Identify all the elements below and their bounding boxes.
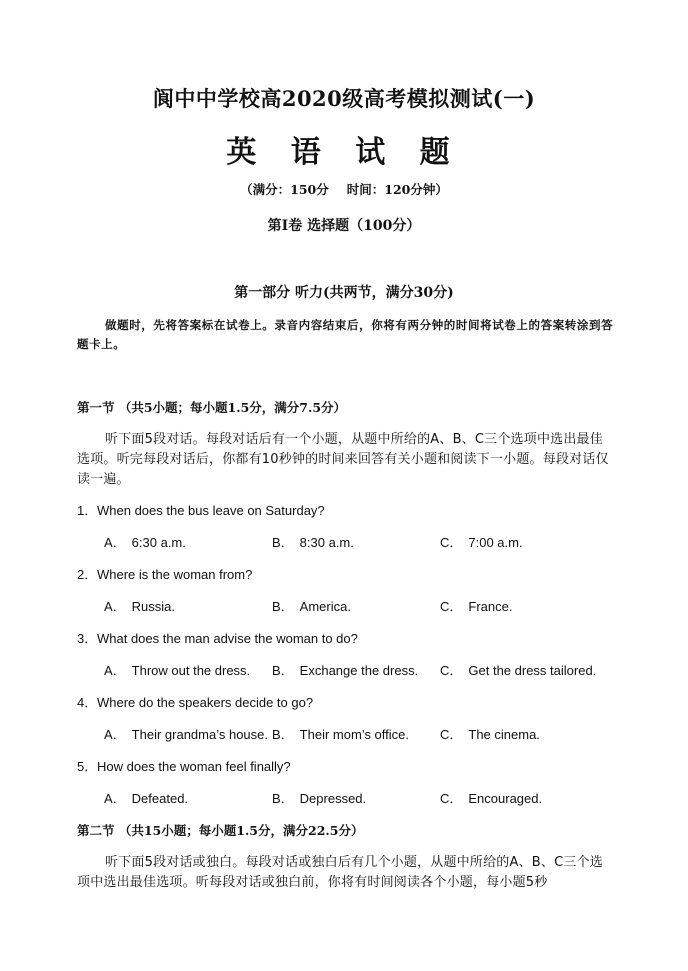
option-text: 8:30 a.m.: [299, 535, 354, 550]
option-a[interactable]: [104, 596, 175, 615]
option-text: France.: [468, 599, 513, 614]
option-letter: A．: [104, 727, 126, 742]
question-text: When does the bus leave on Saturday?: [97, 503, 325, 518]
option-letter: B．: [272, 791, 294, 806]
question-number: 3．: [77, 631, 98, 646]
option-text: 6:30 a.m.: [131, 535, 186, 550]
option-b[interactable]: [272, 788, 366, 807]
option-text: Depressed.: [299, 791, 367, 806]
option-b[interactable]: [272, 724, 409, 743]
option-letter: C．: [440, 599, 463, 614]
option-letter: A．: [104, 535, 126, 550]
option-letter: C．: [440, 663, 463, 678]
section-title: 第一节 （共5小题；每小题1.5分，满分7.5分）: [77, 400, 347, 415]
option-letter: B．: [272, 663, 294, 678]
question-text: Where is the woman from?: [97, 567, 253, 582]
question-text: What does the man advise the woman to do?: [97, 631, 358, 646]
option-letter: B．: [272, 727, 294, 742]
option-letter: C．: [440, 791, 463, 806]
question: [77, 628, 358, 647]
question-text: How does the woman feel finally?: [97, 759, 291, 774]
option-c[interactable]: [440, 788, 542, 807]
option-letter: A．: [104, 663, 126, 678]
option-text: The cinema.: [468, 727, 540, 742]
option-letter: C．: [440, 727, 463, 742]
score-info: （满分：150分: [240, 182, 329, 197]
question: [77, 692, 313, 711]
option-text: Encouraged.: [468, 791, 543, 806]
option-text: Russia.: [131, 599, 176, 614]
question: [77, 756, 291, 775]
option-text: 7:00 a.m.: [468, 535, 523, 550]
option-letter: A．: [104, 791, 126, 806]
question-number: 4．: [77, 695, 98, 710]
option-text: Throw out the dress.: [131, 663, 251, 678]
section-directions: 听下面5段对话或独白。每段对话或独白后有几个小题，从题中所给的A、B、C三个选项中选出最佳选项。听每段对话或独白前，你将有时间阅读各个小题，每小题5秒: [77, 855, 603, 890]
option-c[interactable]: [440, 532, 523, 551]
question-number: 2．: [77, 567, 98, 582]
option-c[interactable]: [440, 724, 540, 743]
option-b[interactable]: [272, 532, 354, 551]
option-text: America.: [299, 599, 351, 614]
option-a[interactable]: [104, 532, 186, 551]
part-title: 第一部分 听力(共两节，满分30分): [234, 285, 454, 301]
option-a[interactable]: [104, 788, 188, 807]
option-b[interactable]: [272, 596, 351, 615]
section-title: 第二节 （共15小题；每小题1.5分，满分22.5分）: [77, 823, 364, 838]
section-directions: 听下面5段对话。每段对话后有一个小题，从题中所给的A、B、C三个选项中选出最佳选项。听完每段对话后，你都有10秒钟的时间来回答有关小题和阅读下一小题。每段对话仅读一遍。: [77, 432, 609, 487]
question-text: Where do the speakers decide to go?: [97, 695, 314, 710]
option-letter: B．: [272, 599, 294, 614]
option-text: Get the dress tailored.: [468, 663, 597, 678]
option-text: Their mom’s office.: [299, 727, 410, 742]
question: [77, 500, 325, 519]
option-text: Their grandma’s house.: [131, 727, 269, 742]
option-c[interactable]: [440, 596, 512, 615]
question-number: 5．: [77, 759, 98, 774]
question: [77, 564, 252, 583]
volume-title: 第Ⅰ卷 选择题（100分）: [267, 218, 421, 234]
question-number: 1．: [77, 503, 98, 518]
option-c[interactable]: [440, 660, 596, 679]
exam-title: 阆中中学校高2020级高考模拟测试(一): [152, 86, 536, 111]
option-a[interactable]: [104, 660, 250, 679]
part-instruction: 做题时，先将答案标在试卷上。录音内容结束后，你将有两分钟的时间将试卷上的答案转涂到答题卡上。: [77, 318, 614, 351]
option-text: Defeated.: [131, 791, 189, 806]
option-a[interactable]: [104, 724, 268, 743]
option-b[interactable]: [272, 660, 418, 679]
option-letter: B．: [272, 535, 294, 550]
option-letter: C．: [440, 535, 463, 550]
time-info: 时间：120分钟）: [346, 182, 448, 197]
option-letter: A．: [104, 599, 126, 614]
option-text: Exchange the dress.: [299, 663, 419, 678]
subject-title: 英 语 试 题: [226, 135, 462, 170]
exam-meta: [0, 180, 688, 198]
